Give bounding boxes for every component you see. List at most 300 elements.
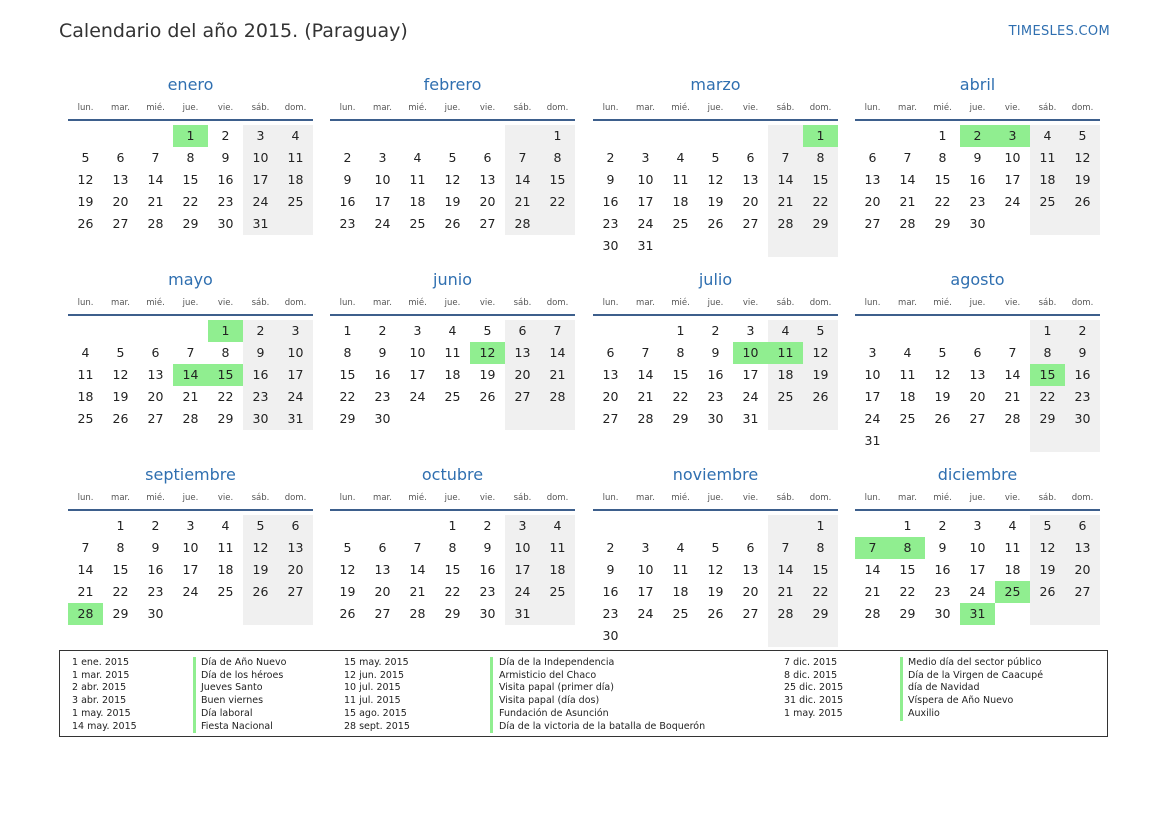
weekday-label: lun. <box>77 298 94 308</box>
day-cell: 8 <box>116 540 125 555</box>
weekend-day-cell <box>1065 603 1100 625</box>
weekday-label: lun. <box>602 493 619 503</box>
day-cell: 21 <box>77 584 94 599</box>
day-cell: 23 <box>479 584 496 599</box>
holiday-day-cell: 1 <box>208 320 243 342</box>
day-cell: 10 <box>637 172 654 187</box>
holiday-name: Auxilio <box>908 707 940 719</box>
holiday-date: 2 abr. 2015 <box>72 682 127 694</box>
holiday-date: 15 may. 2015 <box>344 657 409 668</box>
weekday-label: jue. <box>444 298 461 308</box>
weekend-day-cell: 7 <box>768 147 803 169</box>
weekend-day-cell: 6 <box>505 320 540 342</box>
weekend-day-cell: 19 <box>1030 559 1065 581</box>
weekend-day-cell <box>278 213 313 235</box>
day-cell: 11 <box>672 172 689 187</box>
day-cell: 26 <box>339 606 356 621</box>
day-cell: 25 <box>77 411 94 426</box>
day-cell: 3 <box>746 323 755 338</box>
weekday-label: jue. <box>969 493 986 503</box>
month-name: abril <box>959 75 996 94</box>
weekday-label: mié. <box>933 298 952 308</box>
day-cell: 22 <box>934 194 951 209</box>
weekday-label: dom. <box>809 493 832 503</box>
weekday-label: lun. <box>602 103 619 113</box>
weekend-day-cell <box>505 408 540 430</box>
weekend-day-cell: 10 <box>278 342 313 364</box>
weekend-day-cell: 21 <box>768 581 803 603</box>
holiday-name: Buen viernes <box>201 695 264 707</box>
day-cell: 29 <box>899 606 916 621</box>
day-cell: 7 <box>413 540 422 555</box>
day-cell: 18 <box>77 389 94 404</box>
day-cell: 2 <box>606 150 615 165</box>
weekday-header <box>68 493 313 505</box>
weekend-day-cell: 5 <box>1065 125 1100 147</box>
weekend-day-cell: 11 <box>540 537 575 559</box>
day-cell: 7 <box>186 345 195 360</box>
weekend-day-cell: 10 <box>505 537 540 559</box>
day-cell: 15 <box>444 562 461 577</box>
day-cell: 18 <box>409 194 426 209</box>
day-cell: 27 <box>374 606 391 621</box>
weekday-label: mar. <box>373 103 392 113</box>
weekday-label: vie. <box>217 103 234 113</box>
weekend-day-cell: 8 <box>803 147 838 169</box>
day-cell: 16 <box>374 367 391 382</box>
day-cell: 18 <box>899 389 916 404</box>
weekday-label: mié. <box>933 493 952 503</box>
day-cell: 29 <box>182 216 199 231</box>
day-cell: 12 <box>707 172 724 187</box>
month-rule <box>593 314 838 316</box>
day-cell: 30 <box>934 606 951 621</box>
weekday-header <box>593 493 838 505</box>
weekend-day-cell: 14 <box>540 342 575 364</box>
weekday-label: sáb. <box>513 103 532 113</box>
holiday-day-cell: 3 <box>995 125 1030 147</box>
weekend-day-cell: 3 <box>505 515 540 537</box>
day-cell: 24 <box>1004 194 1021 209</box>
day-cell: 22 <box>182 194 199 209</box>
holiday-names-column <box>499 657 705 733</box>
day-cell: 30 <box>602 628 619 643</box>
weekday-label: vie. <box>1004 298 1021 308</box>
day-cell: 22 <box>444 584 461 599</box>
day-cell: 10 <box>409 345 426 360</box>
day-cell: 21 <box>182 389 199 404</box>
weekend-day-cell: 9 <box>1065 342 1100 364</box>
weekend-day-cell: 29 <box>803 603 838 625</box>
holiday-dates-column <box>784 657 843 721</box>
day-cell: 19 <box>707 194 724 209</box>
holiday-date: 31 dic. 2015 <box>784 695 844 707</box>
weekday-header <box>68 103 313 115</box>
holiday-date: 25 dic. 2015 <box>784 682 844 694</box>
day-cell: 17 <box>969 562 986 577</box>
day-cell: 3 <box>413 323 422 338</box>
day-cell: 30 <box>374 411 391 426</box>
weekend-day-cell: 5 <box>243 515 278 537</box>
weekday-label: vie. <box>217 493 234 503</box>
weekend-day-cell <box>1030 213 1065 235</box>
weekend-day-cell: 18 <box>1030 169 1065 191</box>
holiday-day-cell: 14 <box>173 364 208 386</box>
holiday-day-cell: 15 <box>1030 364 1065 386</box>
day-cell: 13 <box>479 172 496 187</box>
holiday-names-column <box>908 657 1043 721</box>
weekend-day-cell: 26 <box>1030 581 1065 603</box>
month-name: septiembre <box>145 465 236 484</box>
day-cell: 1 <box>938 128 947 143</box>
day-cell: 13 <box>742 172 759 187</box>
day-cell: 5 <box>711 540 720 555</box>
month-rule <box>330 509 575 511</box>
weekday-label: mar. <box>636 493 655 503</box>
day-cell: 6 <box>868 150 877 165</box>
day-cell: 1 <box>676 323 685 338</box>
day-cell: 23 <box>147 584 164 599</box>
day-cell: 21 <box>899 194 916 209</box>
weekday-label: lun. <box>864 493 881 503</box>
weekend-day-cell: 22 <box>803 581 838 603</box>
day-cell: 19 <box>934 389 951 404</box>
weekend-day-cell: 13 <box>278 537 313 559</box>
weekday-label: lun. <box>864 298 881 308</box>
weekend-day-cell: 4 <box>1030 125 1065 147</box>
weekend-day-cell <box>768 625 803 647</box>
day-cell: 19 <box>339 584 356 599</box>
weekday-label: sáb. <box>251 493 270 503</box>
weekday-label: dom. <box>284 298 307 308</box>
weekday-label: sáb. <box>1038 103 1057 113</box>
month-name: enero <box>167 75 214 94</box>
day-cell: 24 <box>742 389 759 404</box>
day-cell: 31 <box>864 433 881 448</box>
day-cell: 16 <box>479 562 496 577</box>
weekday-header <box>855 103 1100 115</box>
weekday-label: lun. <box>864 103 881 113</box>
weekday-label: dom. <box>546 493 569 503</box>
day-cell: 29 <box>217 411 234 426</box>
month-name: octubre <box>421 465 484 484</box>
day-cell: 6 <box>378 540 387 555</box>
holiday-name: Fundación de Asunción <box>499 707 609 719</box>
weekend-day-cell: 25 <box>540 581 575 603</box>
weekend-day-cell: 27 <box>278 581 313 603</box>
weekend-day-cell: 11 <box>278 147 313 169</box>
day-cell: 30 <box>602 238 619 253</box>
weekday-label: sáb. <box>251 103 270 113</box>
weekday-label: dom. <box>546 103 569 113</box>
day-cell: 30 <box>479 606 496 621</box>
holiday-name: Día de Año Nuevo <box>201 657 287 668</box>
day-cell: 20 <box>742 194 759 209</box>
holiday-name: día de Navidad <box>908 682 980 694</box>
weekend-day-cell: 13 <box>1065 537 1100 559</box>
day-cell: 30 <box>707 411 724 426</box>
day-cell: 14 <box>77 562 94 577</box>
weekend-day-cell: 24 <box>278 386 313 408</box>
weekday-label: dom. <box>284 493 307 503</box>
day-cell: 29 <box>934 216 951 231</box>
day-cell: 27 <box>864 216 881 231</box>
day-cell: 17 <box>637 584 654 599</box>
day-cell: 16 <box>934 562 951 577</box>
month-name: mayo <box>168 270 213 289</box>
weekday-label: lun. <box>339 493 356 503</box>
holiday-date: 3 abr. 2015 <box>72 695 127 707</box>
day-cell: 27 <box>147 411 164 426</box>
weekend-day-cell: 17 <box>505 559 540 581</box>
holiday-name: Día de la Virgen de Caacupé <box>908 669 1044 681</box>
weekend-day-cell: 29 <box>1030 408 1065 430</box>
day-cell: 3 <box>868 345 877 360</box>
weekday-label: lun. <box>602 298 619 308</box>
holiday-name: Día de la victoria de la batalla de Boquerón <box>499 720 706 732</box>
day-cell: 18 <box>672 584 689 599</box>
weekend-day-cell: 21 <box>768 191 803 213</box>
holiday-date: 12 jun. 2015 <box>344 669 405 681</box>
holiday-day-cell: 10 <box>733 342 768 364</box>
weekend-day-cell: 20 <box>1065 559 1100 581</box>
day-cell: 13 <box>602 367 619 382</box>
weekend-day-cell: 16 <box>243 364 278 386</box>
day-cell: 15 <box>339 367 356 382</box>
day-cell: 17 <box>637 194 654 209</box>
weekday-label: mar. <box>898 298 917 308</box>
day-cell: 10 <box>182 540 199 555</box>
day-cell: 17 <box>1004 172 1021 187</box>
day-cell: 27 <box>742 216 759 231</box>
holiday-name: Fiesta Nacional <box>201 720 273 732</box>
day-cell: 5 <box>343 540 352 555</box>
day-cell: 31 <box>742 411 759 426</box>
weekday-label: jue. <box>444 103 461 113</box>
weekend-day-cell: 26 <box>803 386 838 408</box>
weekend-day-cell: 15 <box>803 559 838 581</box>
weekend-day-cell <box>803 235 838 257</box>
day-cell: 1 <box>343 323 352 338</box>
weekend-day-cell: 18 <box>278 169 313 191</box>
weekday-label: jue. <box>707 298 724 308</box>
day-cell: 18 <box>217 562 234 577</box>
weekend-day-cell: 3 <box>278 320 313 342</box>
holiday-date: 8 dic. 2015 <box>784 669 838 681</box>
weekday-label: sáb. <box>1038 298 1057 308</box>
day-cell: 13 <box>742 562 759 577</box>
day-cell: 23 <box>602 606 619 621</box>
weekday-header <box>330 103 575 115</box>
day-cell: 30 <box>217 216 234 231</box>
day-cell: 2 <box>606 540 615 555</box>
day-cell: 24 <box>864 411 881 426</box>
weekend-day-cell <box>243 603 278 625</box>
month-name: marzo <box>690 75 741 94</box>
weekday-label: dom. <box>546 298 569 308</box>
month-rule <box>330 314 575 316</box>
weekday-label: jue. <box>969 298 986 308</box>
holiday-list <box>59 650 1108 737</box>
day-cell: 13 <box>147 367 164 382</box>
day-cell: 5 <box>81 150 90 165</box>
weekday-label: mar. <box>636 103 655 113</box>
day-cell: 10 <box>864 367 881 382</box>
day-cell: 11 <box>672 562 689 577</box>
weekend-day-cell: 8 <box>803 537 838 559</box>
weekday-label: mié. <box>146 103 165 113</box>
day-cell: 2 <box>221 128 230 143</box>
day-cell: 24 <box>637 216 654 231</box>
month-rule <box>593 119 838 121</box>
day-cell: 9 <box>151 540 160 555</box>
day-cell: 26 <box>112 411 129 426</box>
weekend-day-cell: 8 <box>540 147 575 169</box>
day-cell: 16 <box>707 367 724 382</box>
weekend-day-cell <box>803 625 838 647</box>
day-cell: 11 <box>1004 540 1021 555</box>
day-cell: 17 <box>864 389 881 404</box>
weekend-day-cell: 23 <box>1065 386 1100 408</box>
day-cell: 7 <box>641 345 650 360</box>
day-cell: 1 <box>903 518 912 533</box>
holiday-name: Visita papal (día dos) <box>499 695 600 707</box>
day-cell: 4 <box>676 540 685 555</box>
day-cell: 21 <box>1004 389 1021 404</box>
day-cell: 3 <box>186 518 195 533</box>
weekday-label: vie. <box>479 493 496 503</box>
holiday-day-cell: 31 <box>960 603 995 625</box>
weekday-label: jue. <box>182 103 199 113</box>
weekday-label: vie. <box>742 493 759 503</box>
day-cell: 18 <box>672 194 689 209</box>
weekday-label: lun. <box>339 103 356 113</box>
day-cell: 15 <box>934 172 951 187</box>
weekend-day-cell: 25 <box>1030 191 1065 213</box>
day-cell: 17 <box>409 367 426 382</box>
day-cell: 23 <box>934 584 951 599</box>
weekday-label: mar. <box>898 103 917 113</box>
weekday-label: mar. <box>111 298 130 308</box>
weekend-day-cell: 27 <box>1065 581 1100 603</box>
day-cell: 8 <box>676 345 685 360</box>
weekend-day-cell: 12 <box>1065 147 1100 169</box>
day-cell: 15 <box>112 562 129 577</box>
day-cell: 22 <box>672 389 689 404</box>
weekday-label: sáb. <box>776 103 795 113</box>
day-cell: 22 <box>217 389 234 404</box>
weekend-day-cell: 5 <box>803 320 838 342</box>
weekend-day-cell: 6 <box>278 515 313 537</box>
day-cell: 11 <box>899 367 916 382</box>
site-link[interactable]: TIMESLES.COM <box>1008 24 1110 39</box>
weekend-day-cell <box>1030 603 1065 625</box>
day-cell: 17 <box>374 194 391 209</box>
weekday-header <box>330 493 575 505</box>
month-name: noviembre <box>672 465 759 484</box>
weekend-day-cell <box>1030 430 1065 452</box>
weekend-day-cell: 18 <box>540 559 575 581</box>
holiday-date: 1 ene. 2015 <box>72 657 129 668</box>
day-cell: 25 <box>672 606 689 621</box>
holiday-day-cell: 25 <box>995 581 1030 603</box>
holiday-marker-bar <box>193 657 196 733</box>
day-cell: 19 <box>77 194 94 209</box>
day-cell: 16 <box>602 194 619 209</box>
day-cell: 7 <box>1008 345 1017 360</box>
day-cell: 17 <box>742 367 759 382</box>
day-cell: 12 <box>77 172 94 187</box>
weekend-day-cell: 12 <box>803 342 838 364</box>
day-cell: 4 <box>81 345 90 360</box>
holiday-date: 1 mar. 2015 <box>72 669 130 681</box>
day-cell: 2 <box>378 323 387 338</box>
weekend-day-cell <box>768 408 803 430</box>
weekend-day-cell: 10 <box>243 147 278 169</box>
day-cell: 12 <box>707 562 724 577</box>
day-cell: 2 <box>483 518 492 533</box>
day-cell: 5 <box>483 323 492 338</box>
day-cell: 6 <box>746 540 755 555</box>
month-rule <box>855 314 1100 316</box>
weekend-day-cell: 22 <box>1030 386 1065 408</box>
day-cell: 1 <box>448 518 457 533</box>
day-cell: 3 <box>378 150 387 165</box>
weekend-day-cell <box>278 603 313 625</box>
day-cell: 24 <box>374 216 391 231</box>
day-cell: 9 <box>606 172 615 187</box>
holiday-date: 10 jul. 2015 <box>344 682 401 694</box>
holiday-date: 11 jul. 2015 <box>344 695 401 707</box>
day-cell: 20 <box>602 389 619 404</box>
day-cell: 12 <box>444 172 461 187</box>
day-cell: 5 <box>711 150 720 165</box>
day-cell: 28 <box>1004 411 1021 426</box>
page-title: Calendario del año 2015. (Paraguay) <box>59 20 408 42</box>
day-cell: 14 <box>1004 367 1021 382</box>
weekend-day-cell: 23 <box>243 386 278 408</box>
weekend-day-cell: 31 <box>243 213 278 235</box>
day-cell: 28 <box>637 411 654 426</box>
weekend-day-cell: 28 <box>540 386 575 408</box>
holiday-day-cell: 28 <box>68 603 103 625</box>
day-cell: 27 <box>969 411 986 426</box>
holiday-day-cell: 8 <box>890 537 925 559</box>
day-cell: 13 <box>374 562 391 577</box>
day-cell: 3 <box>641 540 650 555</box>
weekend-day-cell: 1 <box>540 125 575 147</box>
month-rule <box>68 509 313 511</box>
weekend-day-cell: 14 <box>768 559 803 581</box>
day-cell: 27 <box>479 216 496 231</box>
day-cell: 14 <box>899 172 916 187</box>
day-cell: 20 <box>969 389 986 404</box>
holiday-name: Víspera de Año Nuevo <box>908 695 1014 707</box>
holiday-name: Día laboral <box>201 707 253 719</box>
day-cell: 23 <box>339 216 356 231</box>
day-cell: 13 <box>864 172 881 187</box>
holiday-date: 1 may. 2015 <box>72 707 131 719</box>
weekend-day-cell: 5 <box>1030 515 1065 537</box>
weekend-day-cell: 19 <box>1065 169 1100 191</box>
day-cell: 1 <box>116 518 125 533</box>
weekend-day-cell: 26 <box>243 581 278 603</box>
day-cell: 22 <box>899 584 916 599</box>
weekday-label: mié. <box>671 103 690 113</box>
holiday-day-cell: 11 <box>768 342 803 364</box>
weekday-label: sáb. <box>1038 493 1057 503</box>
weekend-day-cell: 20 <box>278 559 313 581</box>
